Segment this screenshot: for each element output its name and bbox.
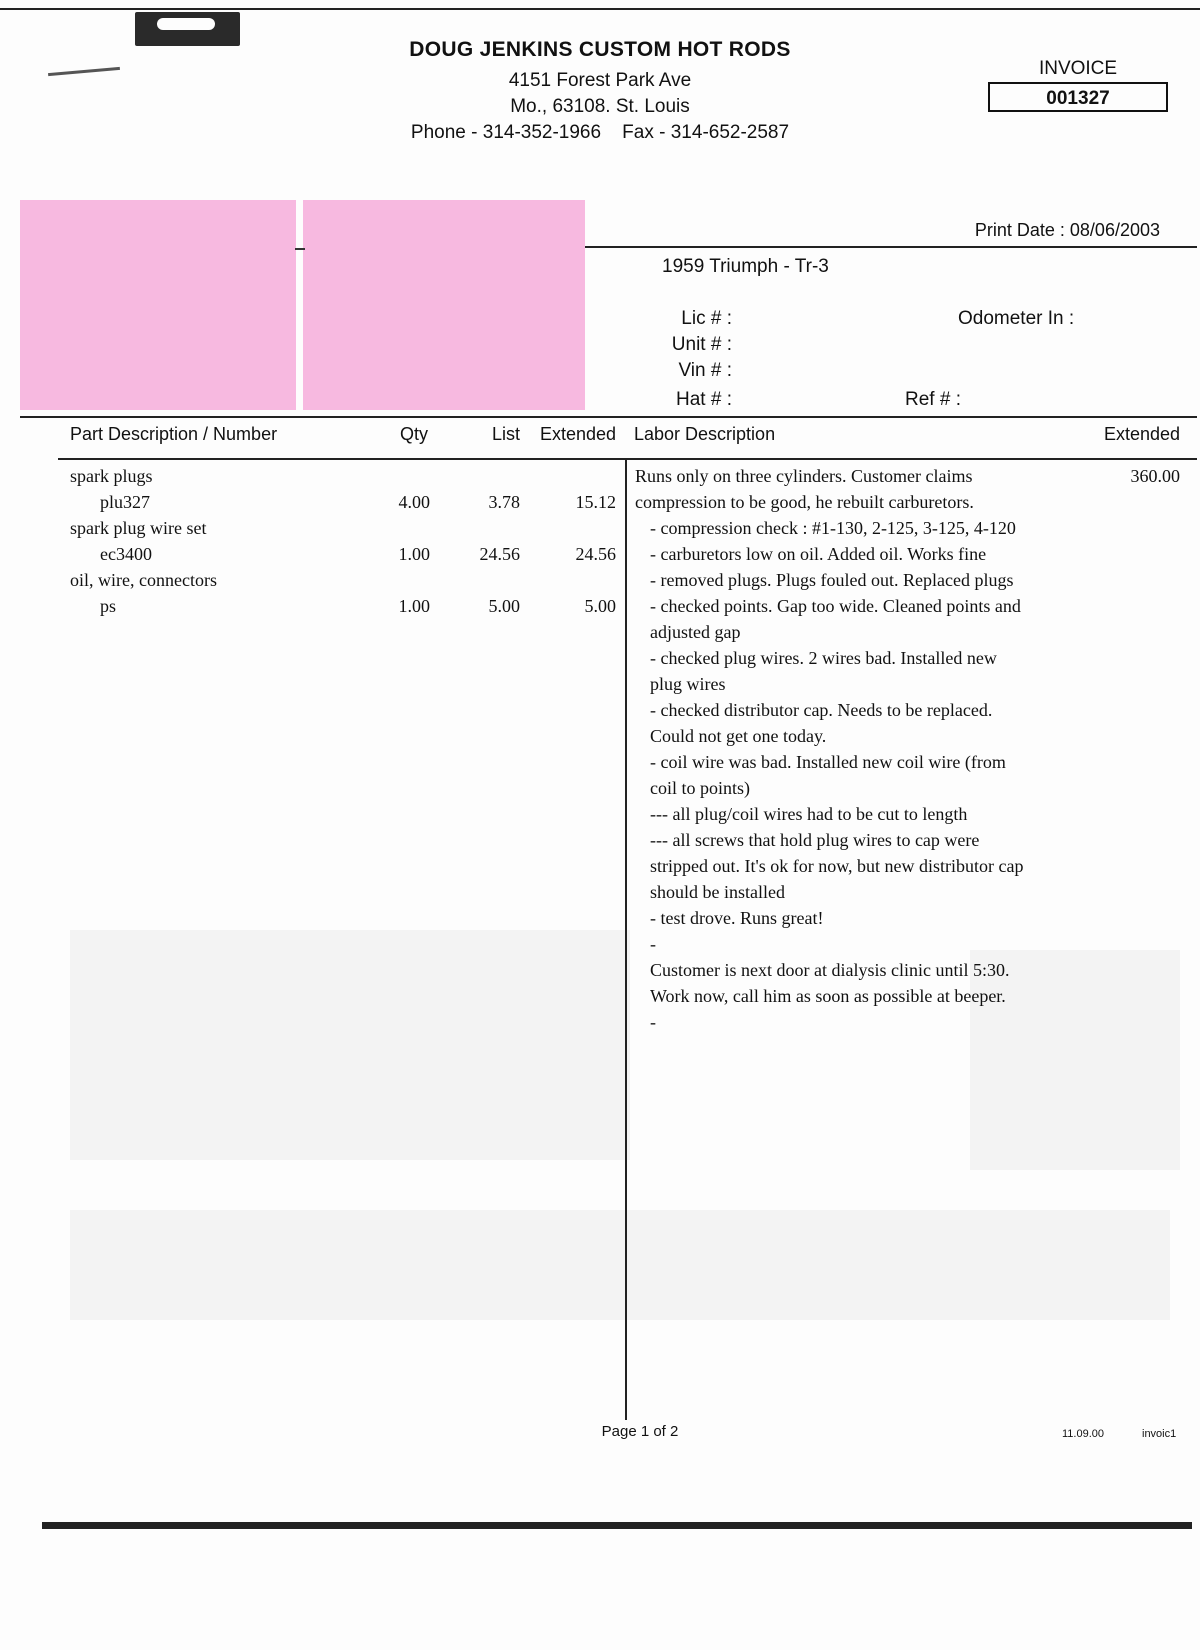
col-header-part: Part Description / Number <box>70 424 278 444</box>
vehicle-description: 1959 Triumph - Tr-3 <box>662 256 829 277</box>
show-through-shadow <box>70 1210 1170 1320</box>
part-extended: 15.12 <box>575 492 616 512</box>
part-number: plu327 <box>100 492 151 512</box>
ref-label: Ref # : <box>905 389 961 410</box>
vehicle-top-rule <box>585 246 1197 248</box>
labor-line: - <box>650 1012 656 1032</box>
labor-line: should be installed <box>650 882 785 902</box>
labor-line: Work now, call him as soon as possible at beeper. <box>650 986 1006 1006</box>
labor-line: Customer is next door at dialysis clinic until 5:30. <box>650 960 1010 980</box>
part-description: spark plugs <box>70 466 153 486</box>
company-address-line1: 4151 Forest Park Ave <box>508 70 692 91</box>
col-header-labor-extended: Extended <box>1103 424 1180 444</box>
labor-line: - removed plugs. Plugs fouled out. Replaced plugs <box>650 570 1014 590</box>
redaction-block-customer <box>20 200 296 410</box>
part-list-price: 5.00 <box>488 596 520 616</box>
company-address-line2: Mo., 63108. St. Louis <box>510 96 690 117</box>
redaction-block-contact <box>303 200 585 410</box>
company-contact-line: Phone - 314-352-1966 Fax - 314-652-2587 <box>410 122 790 143</box>
form-version: 11.09.00 <box>1062 1428 1105 1440</box>
col-header-extended: Extended <box>539 424 616 444</box>
form-id: invoic1 <box>1142 1428 1177 1440</box>
lic-label: Lic # : <box>681 308 732 329</box>
labor-line: Runs only on three cylinders. Customer claims <box>635 466 973 486</box>
invoice-label: INVOICE <box>1038 58 1118 79</box>
labor-line: - checked distributor cap. Needs to be replaced. <box>650 700 993 720</box>
labor-line: - checked plug wires. 2 wires bad. Installed new <box>650 648 997 668</box>
show-through-shadow <box>970 950 1180 1170</box>
labor-line: - carburetors low on oil. Added oil. Works fine <box>650 544 987 564</box>
part-extended: 5.00 <box>584 596 616 616</box>
part-qty: 1.00 <box>398 544 430 564</box>
labor-line: stripped out. It's ok for now, but new distributor cap <box>650 856 1024 876</box>
part-number: ps <box>100 596 117 616</box>
col-header-qty: Qty <box>400 424 429 444</box>
part-list-price: 3.78 <box>488 492 520 512</box>
labor-line: compression to be good, he rebuilt carburetors. <box>635 492 974 512</box>
labor-line: coil to points) <box>650 778 750 798</box>
labor-line: --- all plug/coil wires had to be cut to length <box>650 804 968 824</box>
table-header-top-rule <box>20 416 1197 418</box>
vin-label: Vin # : <box>678 360 732 381</box>
labor-line: Could not get one today. <box>650 726 827 746</box>
part-qty: 4.00 <box>398 492 430 512</box>
top-edge-rule <box>0 8 1200 10</box>
invoice-number-box: 001327 <box>988 82 1168 112</box>
hat-label: Hat # : <box>676 389 732 410</box>
company-name: DOUG JENKINS CUSTOM HOT RODS <box>409 38 791 61</box>
print-date: Print Date : 08/06/2003 <box>974 220 1160 240</box>
odometer-label: Odometer In : <box>958 308 1075 329</box>
part-number: ec3400 <box>100 544 152 564</box>
show-through-shadow <box>70 930 630 1160</box>
part-extended: 24.56 <box>575 544 616 564</box>
unit-label: Unit # : <box>671 334 732 355</box>
part-list-price: 24.56 <box>479 544 520 564</box>
labor-line: adjusted gap <box>650 622 741 642</box>
labor-line: - compression check : #1-130, 2-125, 3-125, 4-120 <box>650 518 1016 538</box>
labor-line: - checked points. Gap too wide. Cleaned points and <box>650 596 1021 616</box>
labor-line: --- all screws that hold plug wires to cap were <box>650 830 980 850</box>
labor-line: - coil wire was bad. Installed new coil wire (from <box>650 752 1006 772</box>
pen-scratch-mark <box>48 67 120 76</box>
col-header-labor: Labor Description <box>634 424 776 444</box>
redaction-divider <box>295 248 305 250</box>
labor-line: plug wires <box>650 674 726 694</box>
page-indicator: Page 1 of 2 <box>601 1423 679 1440</box>
part-description: spark plug wire set <box>70 518 207 538</box>
bottom-edge-rule <box>42 1522 1192 1529</box>
part-description: oil, wire, connectors <box>70 570 217 590</box>
labor-line: - test drove. Runs great! <box>650 908 824 928</box>
binder-clip-mark <box>135 12 240 46</box>
col-header-list: List <box>491 424 520 444</box>
labor-line: - <box>650 934 656 954</box>
labor-extended-amount: 360.00 <box>1130 466 1180 486</box>
part-qty: 1.00 <box>398 596 430 616</box>
table-header-bottom-rule <box>58 458 1197 460</box>
